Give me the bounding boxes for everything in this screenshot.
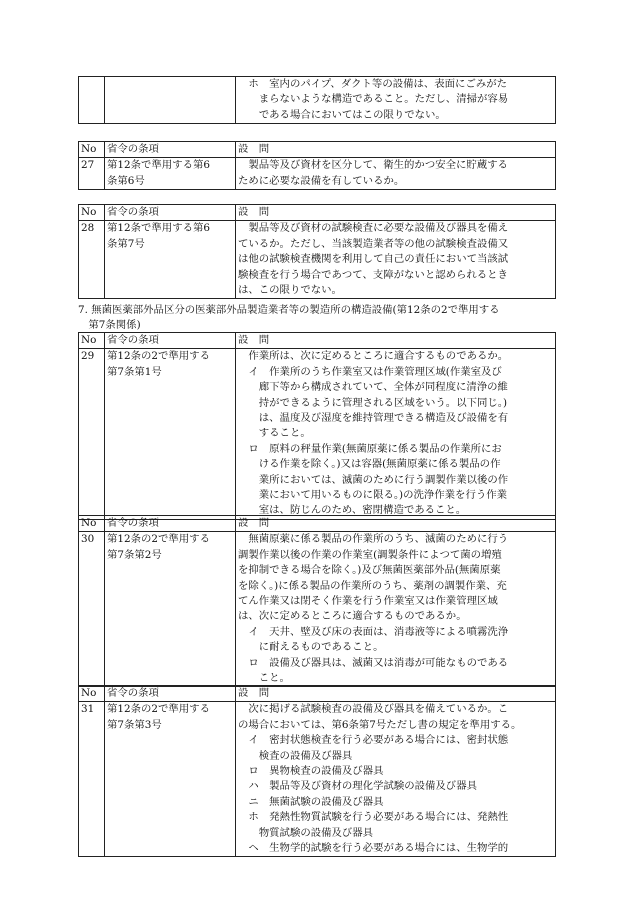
text-line: ロ 設備及び器具は、滅菌又は消毒が可能なものである [238,656,509,669]
header-question: 設 問 [236,142,556,158]
table-header-row [79,686,556,702]
table-header-row [79,142,556,158]
text-line: 室は、防じんのため、密閉構造であること。 [238,504,467,517]
header-question: 設 問 [236,686,556,702]
cell-no: 30 [79,532,105,687]
text-line: の場合においては、第6条第7号ただし書の規定を準用する。 [238,718,522,731]
cell-question [236,702,556,857]
text-line: ホ 室内のパイプ、ダクト等の設備は、表面にごみがた [238,78,508,90]
header-question: 設 問 [236,205,556,221]
text-line: 検査の設備及び器具 [238,749,353,762]
header-article: 省令の条項 [105,142,236,158]
text-line: を抑制できる場合を除く。)及び無菌医薬部外品(無菌原薬 [238,564,501,577]
text-line: すること。 [238,427,311,440]
text-line: ロ 異物検査の設備及び器具 [238,765,384,778]
table-item-28 [78,204,556,299]
header-no: No [79,142,105,158]
text-line: 物質試験の設備及び器具 [238,826,374,839]
text-line: は、次に定めるところに適合するものであるか。 [238,610,467,623]
text-line: 第7条第1号 [107,365,162,378]
table-item-30 [78,515,556,687]
cell-question [236,158,556,190]
text-line: まらないような構造であること。ただし、清掃が容易 [238,93,509,106]
cell-no [79,77,105,124]
header-question: 設 問 [236,516,556,532]
table-continuation [78,76,556,124]
table-row [79,158,556,190]
header-article: 省令の条項 [105,516,236,532]
text-line: 第12条で準用する第6 [107,159,210,172]
text-line: 廊下等から構成されていて、全体が同程度に清浄の維 [238,381,508,394]
text-line: は、この限りでない。 [238,284,342,297]
table-header-row [79,333,556,349]
text-line: ヘ 生物学的試験を行う必要がある場合には、生物学的 [238,842,509,855]
table-item-31 [78,685,556,857]
text-line: ける作業を除く。)又は容器(無菌原薬に係る製品の作 [238,458,501,471]
header-article: 省令の条項 [105,333,236,349]
cell-question [236,77,556,124]
text-line: 第12条の2で準用する [107,533,210,546]
header-question: 設 問 [236,333,556,349]
cell-no: 31 [79,702,105,857]
cell-article [105,349,236,519]
cell-question [236,532,556,687]
text-line: ホ 発熱性物質試験を行う必要がある場合には、発熱性 [238,811,509,824]
text-line: 無菌原薬に係る製品の作業所のうち、滅菌のために行う [238,533,509,546]
cell-article [105,702,236,857]
cell-article [105,158,236,190]
text-line: 条第6号 [107,174,145,187]
text-line: 次に掲げる試験検査の設備及び器具を備えているか。こ [238,703,509,716]
text-line: である場合においてはこの限りでない。 [238,108,446,121]
text-line: こと。 [238,672,290,685]
text-line: を除く。)に係る製品の作業所のうち、薬剤の調製作業、充 [238,579,507,592]
cell-no: 28 [79,221,105,299]
text-line: イ 作業所のうち作業室又は作業管理区域(作業室及び [238,365,502,378]
text-line: ているか。ただし、当該製造業者等の他の試験検査設備又 [238,237,509,250]
text-line: は、温度及び湿度を維持管理できる構造及び設備を有 [238,412,509,425]
text-line: 作業所は、次に定めるところに適合するものであるか。 [238,350,509,363]
text-line: ために必要な設備を有しているか。 [238,174,405,187]
cell-no: 27 [79,158,105,190]
cell-question [236,221,556,299]
text-line: 験検査を行う場合であつて、支障がないと認められるとき [238,268,508,281]
text-line: ハ 製品等及び資材の理化学試験の設備及び器具 [238,780,477,793]
cell-article [105,532,236,687]
text-line: 7. 無菌医薬部外品区分の医薬部外品製造業者等の製造所の構造設備(第12条の2で準用する [78,304,500,316]
cell-question [236,349,556,519]
section-heading [78,303,558,334]
text-line: イ 天井、壁及び床の表面は、消毒液等による噴霧洗浄 [238,625,509,638]
text-line: ニ 無菌試験の設備及び器具 [238,795,384,808]
header-no: No [79,686,105,702]
header-no: No [79,516,105,532]
cell-no: 29 [79,349,105,519]
text-line: に耐えるものであること。 [238,641,384,654]
text-line: 業所においては、滅菌のために行う調製作業以後の作 [238,473,509,486]
text-line: 業において用いるものに限る。)の洗浄作業を行う作業 [238,489,508,502]
cell-article [105,77,236,124]
table-row [79,77,556,124]
header-no: No [79,333,105,349]
cell-article [105,221,236,299]
text-line: 持ができるように管理される区域をいう。以下同じ。) [238,396,508,409]
text-line: 第7条第2号 [107,548,162,561]
table-header-row [79,205,556,221]
text-line: 製品等及び資材を区分して、衛生的かつ安全に貯蔵する [238,159,508,172]
text-line: 製品等及び資材の試験検査に必要な設備及び器具を備え [238,222,509,235]
table-item-29 [78,332,556,520]
table-row [79,221,556,299]
header-no: No [79,205,105,221]
text-line: ロ 原料の秤量作業(無菌原薬に係る製品の作業所にお [238,442,502,455]
text-line: 第7条関係) [78,319,141,332]
table-item-27 [78,141,556,190]
header-article: 省令の条項 [105,686,236,702]
table-row [79,532,556,687]
table-header-row [79,516,556,532]
text-line: 調製作業以後の作業の作業室(調製条件によつて菌の増殖 [238,548,502,561]
text-line: イ 密封状態検査を行う必要がある場合には、密封状態 [238,734,509,747]
header-article: 省令の条項 [105,205,236,221]
text-line: 第12条で準用する第6 [107,222,210,235]
text-line: 第7条第3号 [107,718,162,731]
text-line: 条第7号 [107,237,145,250]
text-line: 第12条の2で準用する [107,703,210,716]
table-row [79,702,556,857]
table-row [79,349,556,519]
text-line: 第12条の2で準用する [107,350,210,363]
text-line: てん作業又は閉そく作業を行う作業室又は作業管理区域 [238,595,498,608]
text-line: は他の試験検査機関を利用して自己の責任において当該試 [238,253,509,266]
